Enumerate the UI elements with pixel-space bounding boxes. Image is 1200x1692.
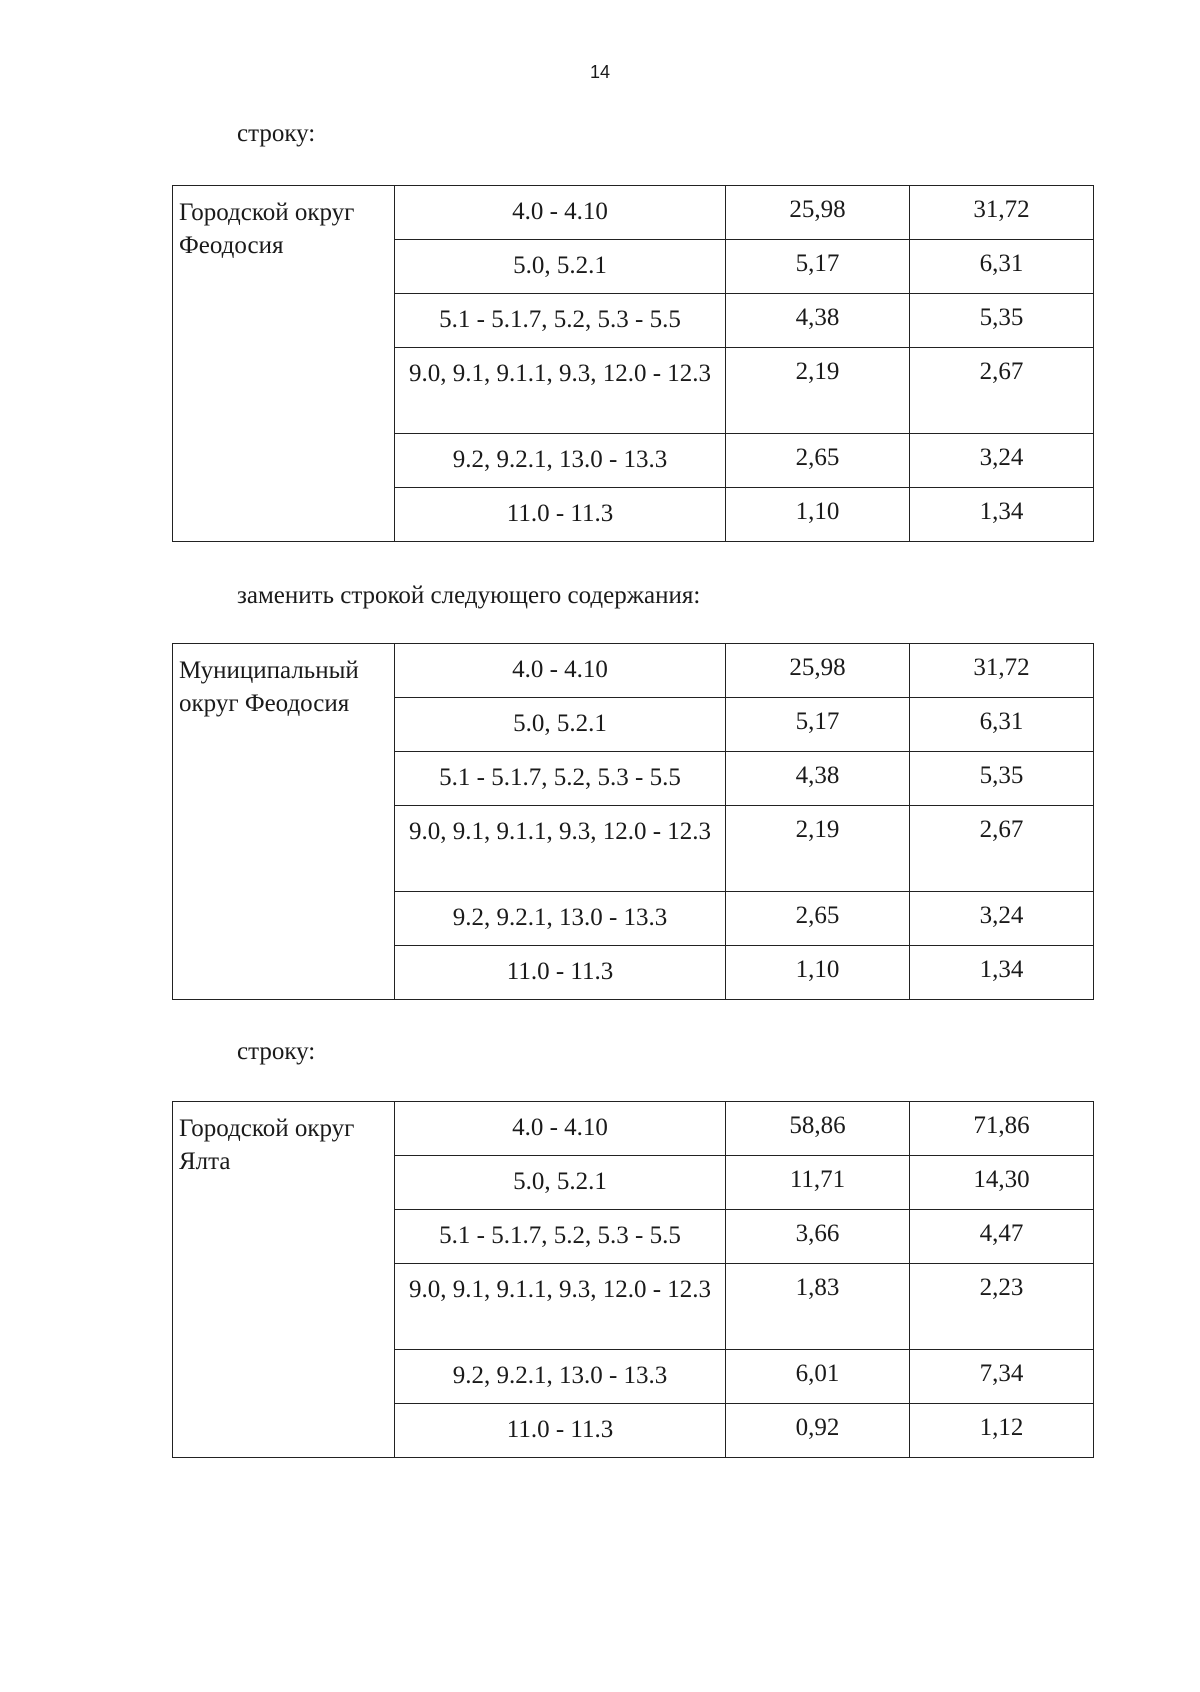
codes-cell: 5.0, 5.2.1 (395, 698, 726, 752)
codes-cell: 9.2, 9.2.1, 13.0 - 13.3 (395, 434, 726, 488)
value-cell: 1,10 (726, 946, 910, 1000)
value-cell: 14,30 (910, 1156, 1094, 1210)
region-cell: Городской округ Ялта (173, 1102, 395, 1458)
codes-cell: 9.2, 9.2.1, 13.0 - 13.3 (395, 1350, 726, 1404)
value-cell: 3,66 (726, 1210, 910, 1264)
value-cell: 2,67 (910, 806, 1094, 892)
codes-cell: 4.0 - 4.10 (395, 186, 726, 240)
region-cell: Городской округ Феодосия (173, 186, 395, 542)
table-row (173, 1102, 1094, 1156)
codes-cell: 5.1 - 5.1.7, 5.2, 5.3 - 5.5 (395, 752, 726, 806)
value-cell: 2,65 (726, 892, 910, 946)
value-cell: 6,01 (726, 1350, 910, 1404)
value-cell: 2,19 (726, 806, 910, 892)
codes-cell: 9.2, 9.2.1, 13.0 - 13.3 (395, 892, 726, 946)
codes-cell: 11.0 - 11.3 (395, 1404, 726, 1458)
rate-table (172, 643, 1094, 1000)
value-cell: 1,34 (910, 946, 1094, 1000)
value-cell: 31,72 (910, 644, 1094, 698)
rate-table (172, 185, 1094, 542)
paragraph-line: строку: (237, 120, 316, 147)
value-cell: 0,92 (726, 1404, 910, 1458)
codes-cell: 5.0, 5.2.1 (395, 1156, 726, 1210)
value-cell: 6,31 (910, 698, 1094, 752)
value-cell: 5,35 (910, 294, 1094, 348)
codes-cell: 9.0, 9.1, 9.1.1, 9.3, 12.0 - 12.3 (395, 348, 726, 434)
codes-cell: 5.0, 5.2.1 (395, 240, 726, 294)
value-cell: 7,34 (910, 1350, 1094, 1404)
value-cell: 2,67 (910, 348, 1094, 434)
value-cell: 3,24 (910, 892, 1094, 946)
codes-cell: 9.0, 9.1, 9.1.1, 9.3, 12.0 - 12.3 (395, 806, 726, 892)
value-cell: 11,71 (726, 1156, 910, 1210)
value-cell: 3,24 (910, 434, 1094, 488)
codes-cell: 11.0 - 11.3 (395, 946, 726, 1000)
value-cell: 2,19 (726, 348, 910, 434)
value-cell: 1,12 (910, 1404, 1094, 1458)
value-cell: 25,98 (726, 186, 910, 240)
rate-table (172, 1101, 1094, 1458)
codes-cell: 5.1 - 5.1.7, 5.2, 5.3 - 5.5 (395, 1210, 726, 1264)
paragraph-line: заменить строкой следующего содержания: (237, 582, 701, 609)
codes-cell: 9.0, 9.1, 9.1.1, 9.3, 12.0 - 12.3 (395, 1264, 726, 1350)
paragraph-line: строку: (237, 1038, 316, 1065)
value-cell: 25,98 (726, 644, 910, 698)
codes-cell: 5.1 - 5.1.7, 5.2, 5.3 - 5.5 (395, 294, 726, 348)
value-cell: 5,35 (910, 752, 1094, 806)
codes-cell: 11.0 - 11.3 (395, 488, 726, 542)
value-cell: 5,17 (726, 698, 910, 752)
region-cell: Муниципальный округ Феодосия (173, 644, 395, 1000)
value-cell: 1,83 (726, 1264, 910, 1350)
codes-cell: 4.0 - 4.10 (395, 644, 726, 698)
value-cell: 4,47 (910, 1210, 1094, 1264)
value-cell: 71,86 (910, 1102, 1094, 1156)
value-cell: 5,17 (726, 240, 910, 294)
table-row (173, 186, 1094, 240)
page-number: 14 (589, 62, 611, 82)
value-cell: 2,23 (910, 1264, 1094, 1350)
value-cell: 1,34 (910, 488, 1094, 542)
table-row (173, 644, 1094, 698)
value-cell: 1,10 (726, 488, 910, 542)
value-cell: 4,38 (726, 752, 910, 806)
value-cell: 6,31 (910, 240, 1094, 294)
value-cell: 58,86 (726, 1102, 910, 1156)
value-cell: 31,72 (910, 186, 1094, 240)
value-cell: 4,38 (726, 294, 910, 348)
value-cell: 2,65 (726, 434, 910, 488)
codes-cell: 4.0 - 4.10 (395, 1102, 726, 1156)
